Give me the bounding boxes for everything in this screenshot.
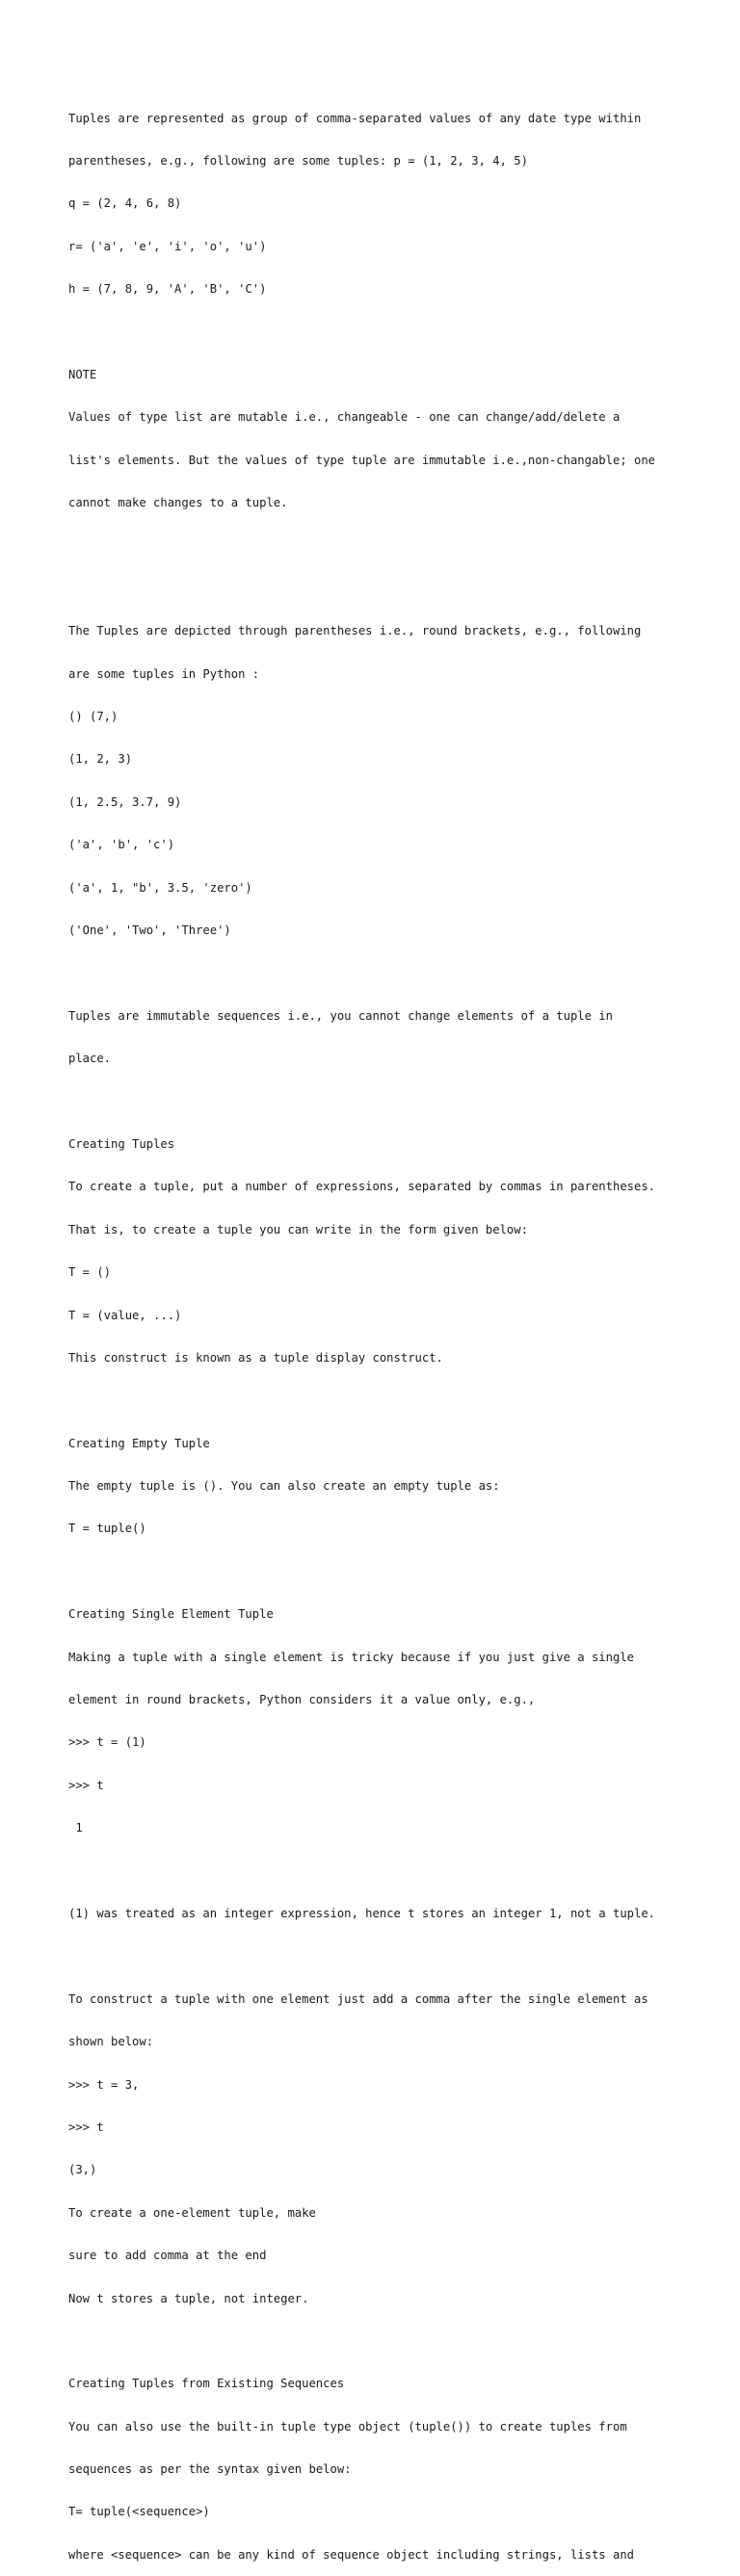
text-line: sure to add comma at the end: [68, 2249, 267, 2263]
document-text: [68, 83, 704, 2576]
blank-line: [68, 582, 704, 596]
text-line: h = (7, 8, 9, 'A', 'B', 'C'): [68, 282, 267, 297]
text-line: Now t stores a tuple, not integer.: [68, 2291, 309, 2305]
code-line: T = tuple(): [68, 1522, 146, 1536]
code-line: >>> t = 3,: [68, 2077, 140, 2092]
section-heading: Creating Single Element Tuple: [68, 1607, 274, 1622]
code-line: () (7,): [68, 710, 119, 724]
text-line: The empty tuple is (). You can also create an empty tuple as:: [68, 1479, 500, 1494]
code-line: T = (value, ...): [68, 1308, 182, 1322]
text-line: where <sequence> can be any kind of sequence object including strings, lists and: [68, 2547, 634, 2562]
code-line: (3,): [68, 2163, 97, 2177]
blank-line: [68, 539, 704, 554]
code-line: >>> t: [68, 1778, 104, 1792]
text-line: Tuples are immutable sequences i.e., you cannot change elements of a tuple in: [68, 1008, 613, 1023]
code-line: (1, 2, 3): [68, 752, 133, 767]
blank-line: [68, 1864, 704, 1879]
text-line: To construct a tuple with one element just add a comma after the single element as: [68, 1991, 648, 2006]
text-line: Values of type list are mutable i.e., changeable - one can change/add/delete a: [68, 410, 621, 425]
text-line: Tuples are represented as group of comma-separated values of any date type within: [68, 111, 642, 125]
text-line: r= ('a', 'e', 'i', 'o', 'u'): [68, 239, 267, 253]
text-line: To create a tuple, put a number of expressions, separated by commas in parentheses.: [68, 1180, 656, 1194]
section-heading: NOTE: [68, 367, 97, 381]
text-line: parentheses, e.g., following are some tuples: p = (1, 2, 3, 4, 5): [68, 153, 528, 168]
text-line: shown below:: [68, 2035, 154, 2049]
text-line: element in round brackets, Python considers it a value only, e.g.,: [68, 1693, 536, 1707]
blank-line: [68, 1095, 704, 1109]
code-line: >>> t = (1): [68, 1735, 146, 1750]
text-line: q = (2, 4, 6, 8): [68, 196, 182, 211]
code-line: (1, 2.5, 3.7, 9): [68, 794, 182, 809]
code-line: ('a', 'b', 'c'): [68, 838, 175, 852]
blank-line: [68, 1949, 704, 1964]
text-line: (1) was treated as an integer expression, hence t stores an integer 1, not a tuple.: [68, 1907, 656, 1920]
text-line: list's elements. But the values of type tuple are immutable i.e.,non-changable; one: [68, 453, 656, 467]
section-heading: Creating Empty Tuple: [68, 1436, 210, 1450]
text-line: You can also use the built-in tuple type object (tuple()) to create tuples from: [68, 2419, 627, 2433]
text-line: That is, to create a tuple you can write in the form given below:: [68, 1222, 528, 1236]
code-line: T = (): [68, 1265, 112, 1280]
section-heading: Creating Tuples: [68, 1136, 175, 1151]
blank-line: [68, 1565, 704, 1579]
code-line: T= tuple(<sequence>): [68, 2505, 210, 2519]
code-line: ('a', 1, "b', 3.5, 'zero'): [68, 880, 252, 895]
text-line: To create a one-element tuple, make: [68, 2205, 316, 2220]
text-line: cannot make changes to a tuple.: [68, 496, 288, 510]
code-line: >>> t: [68, 2120, 104, 2134]
text-line: are some tuples in Python :: [68, 666, 260, 681]
text-line: This construct is known as a tuple display construct.: [68, 1350, 443, 1365]
blank-line: [68, 2334, 704, 2349]
text-line: The Tuples are depicted through parentheses i.e., round brackets, e.g., following: [68, 624, 642, 638]
blank-line: [68, 325, 704, 340]
code-line: 1: [68, 1821, 83, 1835]
text-line: place.: [68, 1052, 112, 1066]
blank-line: [68, 1393, 704, 1408]
code-line: ('One', 'Two', 'Three'): [68, 924, 231, 938]
blank-line: [68, 966, 704, 980]
text-line: Making a tuple with a single element is tricky because if you just give a single: [68, 1650, 634, 1664]
section-heading: Creating Tuples from Existing Sequences: [68, 2377, 345, 2391]
text-line: sequences as per the syntax given below:: [68, 2462, 352, 2477]
